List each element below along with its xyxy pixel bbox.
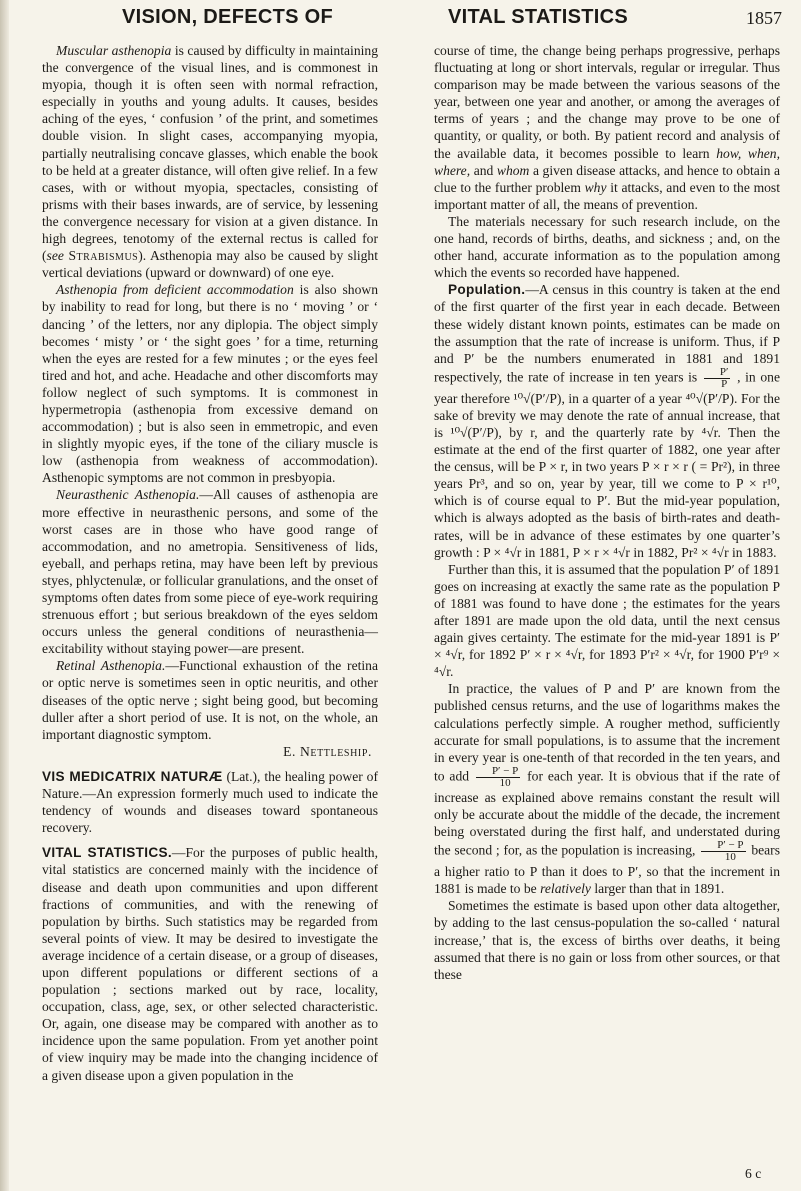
entry-text: —For the purposes of public health, vital statistics are concerned mainly with the incidence of disease and death upon communities and upon different fractions of communities, and with the renewing of population by births. Such statistics may be regarded from several points of view. It may be desired to investigate the average incidence of a certain disease, or a group of diseases, upon different populations or different sections of a population ; sections marked out by race, locality, occupation, class, age, sex, or other selected characteristic. Or, again, one disease may be compared with another as to incidence upon the same population. From yet another point of view inquiry may be made into the changing incidence of a given disease upon a given population in the <box>42 845 378 1083</box>
running-head-left: VISION, DEFECTS OF <box>122 6 333 28</box>
paragraph-text: bears a higher ratio to P than it does to P′, so that the increment in 1881 is made to be <box>434 842 780 897</box>
tenth-root-expression: ¹⁰√(P′/P) <box>450 424 499 440</box>
section-heading-population: Population. <box>448 282 526 298</box>
paragraph-text: is caused by difficulty in maintaining the convergence of the visual lines, and is commonest in myopia, though it is often seen with normal refraction, especially in youths and young adults. It causes, besides aching of the eyes, ‘ confusion ’ of the print, and sometimes double vision. In slight cases, accompanying myopia, partially neutralising concave glasses, which enable the book to be held at a greater distance, will often give relief. In a few cases, with or without myopia, spectacles, consisting of prisms with their bases inwards, are of service, by lessening the convergence necessary for vision at a given distance. In high degrees, tenotomy of the external rectus is called for ( <box>42 43 378 264</box>
entry-vis-medicatrix <box>42 768 378 836</box>
paragraph-text: it attacks, and even to the most important matter of all, the means of prevention. <box>434 179 781 212</box>
paragraph-deficient-accommodation <box>42 281 378 486</box>
cross-reference-link[interactable]: Strabismus <box>68 248 139 264</box>
entry-text: (Lat.), the healing power of Nature.—An expression formerly much used to indicate the tendency of wounds and diseases toward spontaneous recovery. <box>42 768 378 836</box>
running-head-right: VITAL STATISTICS <box>448 6 628 28</box>
entry-vital-statistics <box>42 844 378 1083</box>
see-label: see <box>46 248 64 264</box>
paragraph-population <box>434 281 780 560</box>
entry-heading-vital-statistics: VITAL STATISTICS. <box>42 845 172 861</box>
paragraph-text: In practice, the values of P and P′ are known from the published census returns, and the use of logarithms makes the calculations perfectly simple. A rougher method, sufficiently accurate for small populations, is to assume that the increment in every year is one-tenth of that recorded in the ten years, and to add <box>434 681 780 784</box>
tenth-root-expression: ¹⁰√(P′/P) <box>513 390 562 406</box>
page-number: 1857 <box>746 8 782 28</box>
fraction-numerator: P′ <box>704 367 731 379</box>
page-binding-edge <box>0 0 9 1191</box>
spacer <box>42 760 378 768</box>
paragraph-text: , in one year therefore <box>434 369 781 406</box>
paragraph-continuation <box>434 42 780 213</box>
fraction-increment <box>476 766 520 789</box>
paragraph-text: , in a quarter of a year <box>561 390 686 406</box>
signature-mark: 6 c <box>745 1166 762 1181</box>
emphasis: whom <box>496 162 530 178</box>
fortieth-root-expression: ⁴⁰√(P′/P) <box>685 390 735 406</box>
fraction-denominator: 10 <box>499 776 511 789</box>
entry-heading-vis-medicatrix: VIS MEDICATRIX NATURÆ <box>42 768 223 784</box>
paragraph-text: —All causes of asthenopia are more effective in neurasthenic persons, and some of the worst cases are in those who have good range of accommodation, and no ametropia. Sensitiveness of lids, eyeball, and perhaps retina, may have been left by previous styes, phlyctenulæ, or follicular granulations, and the onset of symptoms often dates from some piece of eye-work requiring strenuous effort ; but serious breakdown of the eyes seldom occurs unless the general conditions of neurasthenia—excitability without staying power—are present. <box>42 487 378 657</box>
paragraph-text: and <box>470 162 497 178</box>
term-muscular-asthenopia: Muscular asthenopia <box>56 43 172 58</box>
fraction-increment-repeat <box>701 840 745 863</box>
paragraph-text: course of time, the change being perhaps progressive, perhaps fluctuating at long or short intervals, regular or irregular. Thus comparison may be made between the various seasons of the year, between one year and another, or among the averages of terms of years ; and the change may prove to be one of quantity, or quality, or both. By patient record and analysis of the available data, it becomes possible to learn <box>434 43 780 161</box>
paragraph-text: —Functional exhaustion of the retina or optic nerve is sometimes seen in optic neuritis, and other diseases of the optic nerve ; sight being good, but becoming duller after a short period of use. It is not, on the whole, an important diagnostic symptom. <box>42 658 378 742</box>
fraction-denominator: 10 <box>724 851 736 864</box>
paragraph-in-practice <box>434 680 780 897</box>
paragraph-text: larger than that in 1891. <box>590 881 725 897</box>
fraction-numerator: P′ − P <box>476 766 520 778</box>
spacer <box>42 836 378 844</box>
paragraph-text: a given disease attacks, and hence to obtain a clue to the further problem <box>434 162 780 195</box>
paragraph-materials: The materials necessary for such research include, on the one hand, records of births, deaths, and sickness ; and, on the other hand, accurate information as to the population among which the events so recorded have happened. <box>434 213 780 281</box>
paragraph-text: is also shown by inability to read for long, but there is no ‘ moving ’ or ‘ dancing ’ of the letters, nor any diplopia. The object simply becomes ‘ misty ’ or ‘ the sight goes ’ for a time, returning when the eyes are rested for a few minutes ; or the eyes feel tired and hot, and ache. Headache and other discomforts may follow neglect of such symptoms. It is commonest in hypermetropia (asthenopia from excessive demand on accommodation) ; but is also seen in emmetropic, and even in slightly myopic eyes, if the tone of the ciliary muscle is low (asthenopia from weakness of accommodation). Asthenopic symptoms are not common in presbyopia. <box>42 282 378 486</box>
term-retinal-asthenopia: Retinal Asthenopia. <box>56 658 166 674</box>
emphasis: relatively <box>540 881 591 897</box>
paragraph-text: , by r, and the quarterly rate by ⁴√r. Then the estimate at the end of the first quarter of 1882, one year after the census, will be P × r, in two years P × r × r ( = Pr²), in three years Pr³, and so on, year by year, till we come to P × r¹⁰, which is of course equal to P′. But the mid-year population, which is always adopted as the basis of birth-rates and death-rates, will be in advance of these estimates by one quarter’s growth : P × ⁴√r in 1881, P × r × ⁴√r in 1882, Pr² × ⁴√r in 1883. <box>434 424 780 560</box>
paragraph-text: for each year. It is obvious that if the rate of increase as explained above remains constant the result will only be accurate about the middle of the decade, the increment being overstated during the first half, and understated during the second ; for, as the population is increasing, <box>434 768 780 858</box>
paragraph-text: . For the sake of brevity we may denote the rate of annual increase, that is <box>434 390 780 440</box>
term-neurasthenic-asthenopia: Neurasthenic Asthenopia. <box>56 487 200 503</box>
term-deficient-accommodation: Asthenopia from deficient accommodation <box>56 282 294 298</box>
paragraph-further: Further than this, it is assumed that the population P′ of 1891 goes on increasing at exactly the same rate as the population P of 1881 was found to have done ; the estimates for the years after 1891 are made upon the old data, until the next census again gives certainty. The estimate for the mid-year 1891 is P′ × ⁴√r, for 1892 P′ × r × ⁴√r, for 1893 P′r² × ⁴√r, for 1900 P′r⁹ × ⁴√r. <box>434 561 780 680</box>
running-head <box>0 6 801 36</box>
paragraph-sometimes: Sometimes the estimate is based upon other data altogether, by adding to the last census-population the so-called ‘ natural increase,’ that is, the excess of births over deaths, it being assumed that there is no gain or loss from other sources, or that these <box>434 898 780 982</box>
paragraph-retinal-asthenopia <box>42 657 378 742</box>
left-column <box>42 42 378 1084</box>
emphasis: why <box>584 179 607 195</box>
paragraph-text: ). Asthenopia may also be caused by slight vertical deviations (upward or downward) of one eye. <box>42 248 378 281</box>
paragraph-neurasthenic-asthenopia <box>42 486 378 657</box>
paragraph-text: —A census in this country is taken at the end of the first quarter of the first year in each decade. Between these widely distant known points, estimates can be made on the assumption that the rate of increase is uniform. Thus, if P and P′ be the numbers enumerated in 1881 and 1891 respectively, the rate of increase in ten years is <box>434 282 780 385</box>
emphasis: how, when, where, <box>434 145 780 178</box>
fraction-numerator: P′ − P <box>701 840 745 852</box>
right-column <box>434 42 780 983</box>
fraction-denominator: P <box>721 377 728 390</box>
fraction-ratio <box>704 367 731 390</box>
paragraph-muscular-asthenopia <box>42 42 378 281</box>
author-signature: E. Nettleship. <box>283 743 372 759</box>
